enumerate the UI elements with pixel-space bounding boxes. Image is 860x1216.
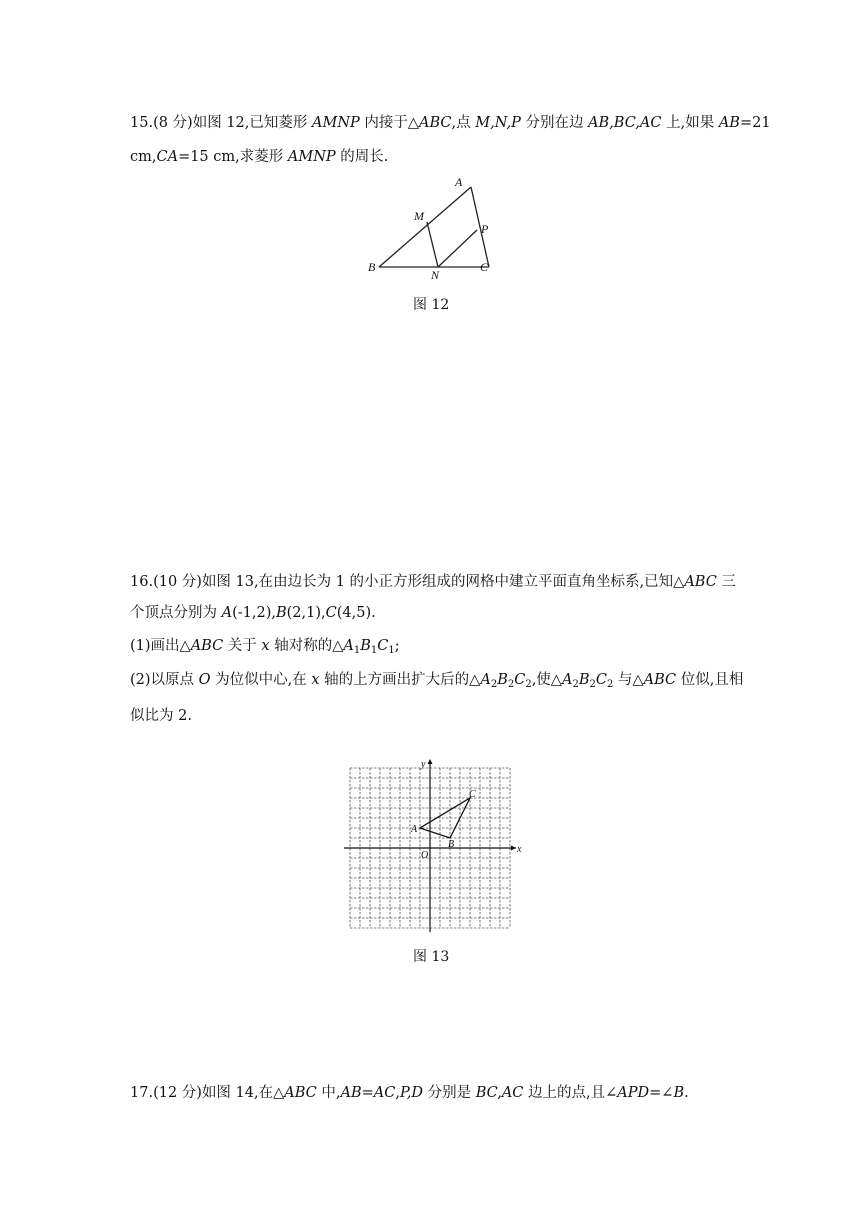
q16-score: (10 分) bbox=[153, 574, 202, 590]
q15-line-2 bbox=[130, 147, 388, 167]
q16-b: B bbox=[275, 605, 287, 621]
q16-part-2 bbox=[130, 670, 743, 690]
q15-text: =21 bbox=[739, 115, 771, 131]
label-b: B bbox=[368, 260, 376, 274]
label-n: N bbox=[431, 268, 440, 282]
q16-o: O bbox=[198, 672, 211, 688]
q15-text: =15 cm,求菱形 bbox=[178, 149, 288, 165]
point-c-label: C bbox=[469, 789, 476, 800]
q16-b1: B bbox=[360, 638, 371, 654]
q15-amnp: AMNP bbox=[312, 115, 360, 131]
subscript-2: 2 bbox=[490, 679, 498, 690]
q16-abc: ABC bbox=[643, 672, 677, 688]
q16-number: 16. bbox=[130, 574, 154, 590]
q16-text: 轴的上方画出扩大后的△ bbox=[319, 672, 481, 688]
segment-np bbox=[438, 230, 477, 267]
q16-text: 关于 bbox=[223, 638, 262, 654]
q16-a2: A bbox=[480, 672, 491, 688]
q16-x: x bbox=[311, 672, 320, 688]
q16-part-1 bbox=[130, 636, 400, 656]
subscript-2: 2 bbox=[572, 679, 579, 690]
q16-c2: C bbox=[595, 672, 607, 688]
q17-apd: APD bbox=[617, 1085, 650, 1101]
q16-coord-c: (4,5). bbox=[336, 605, 376, 621]
q15-text: 的周长. bbox=[335, 149, 389, 165]
q16-x: x bbox=[261, 638, 270, 654]
q16-text: ,使△ bbox=[531, 672, 562, 688]
label-a: A bbox=[455, 175, 463, 189]
figure-12-caption: 图 12 bbox=[413, 297, 450, 313]
subscript-2: 2 bbox=[589, 679, 596, 690]
q16-text: 位似,且相 bbox=[676, 672, 744, 688]
q17-abc: ABC bbox=[284, 1085, 317, 1101]
q17-ab-eq-ac: AB=AC bbox=[340, 1085, 396, 1101]
q15-text: 如图 12,已知菱形 bbox=[192, 115, 312, 131]
q15-text: cm, bbox=[130, 149, 157, 165]
subscript-1: 1 bbox=[370, 645, 378, 656]
q15-abc: ABC bbox=[419, 115, 452, 131]
q16-abc: ABC bbox=[190, 638, 224, 654]
q15-amnp: AMNP bbox=[287, 149, 336, 165]
q16-b2: B bbox=[578, 672, 590, 688]
q16-text: 与△ bbox=[613, 672, 644, 688]
q16-coord-a: (-1,2), bbox=[232, 605, 276, 621]
axis-y-label: y bbox=[421, 759, 426, 770]
q17-score: (12 分) bbox=[153, 1085, 202, 1101]
figure-13-coordinate-grid bbox=[340, 758, 520, 936]
q15-ca: CA bbox=[156, 149, 179, 165]
q17-number: 17. bbox=[130, 1085, 154, 1101]
q15-number: 15. bbox=[130, 115, 154, 131]
q16-c2: C bbox=[514, 672, 526, 688]
q16-text: 轴对称的△ bbox=[269, 638, 344, 654]
figure-12-triangle bbox=[360, 172, 510, 282]
q17-sides: BC,AC bbox=[475, 1085, 524, 1101]
q17-text: 边上的点,且∠ bbox=[523, 1085, 618, 1101]
q16-line-2 bbox=[130, 603, 376, 623]
q17-text: . bbox=[684, 1085, 689, 1101]
q16-a1: A bbox=[343, 638, 354, 654]
q16-text: (1)画出△ bbox=[130, 638, 191, 654]
q16-text: (2)以原点 bbox=[130, 672, 199, 688]
q16-line-5: 似比为 2. bbox=[130, 708, 192, 724]
q16-b2: B bbox=[497, 672, 508, 688]
subscript-2: 2 bbox=[507, 679, 515, 690]
segment-mn bbox=[427, 222, 438, 267]
q16-c1: C bbox=[377, 638, 389, 654]
q16-a2: A bbox=[561, 672, 573, 688]
subscript-2: 2 bbox=[606, 679, 614, 690]
q17-text: 分别是 bbox=[423, 1085, 476, 1101]
q15-line-1 bbox=[130, 113, 771, 133]
q15-text: 分别在边 bbox=[520, 115, 589, 131]
q16-c: C bbox=[325, 605, 337, 621]
q17-b: B bbox=[673, 1085, 685, 1101]
figure-13-caption: 图 13 bbox=[413, 949, 450, 965]
y-axis-arrow bbox=[428, 759, 433, 764]
q15-ab: AB bbox=[718, 115, 740, 131]
label-c: C bbox=[480, 260, 489, 274]
q16-text: ; bbox=[394, 638, 400, 654]
subscript-1: 1 bbox=[388, 645, 395, 656]
point-a-label: A bbox=[411, 824, 418, 835]
segment-ab bbox=[379, 187, 471, 267]
q16-a: A bbox=[221, 605, 233, 621]
q15-score: (8 分) bbox=[153, 115, 193, 131]
label-p: P bbox=[481, 222, 489, 236]
q17-text: , bbox=[395, 1085, 400, 1101]
q15-points: M,N,P bbox=[475, 115, 521, 131]
q16-text: 为位似中心,在 bbox=[210, 672, 312, 688]
q16-text: 如图 13,在由边长为 1 的小正方形组成的网格中建立平面直角坐标系,已知△ bbox=[201, 574, 685, 590]
q15-text: 上,如果 bbox=[661, 115, 719, 131]
q16-text: 三 bbox=[716, 574, 736, 590]
q15-text: ,点 bbox=[451, 115, 476, 131]
point-b-label: B bbox=[448, 839, 455, 850]
q17-text: 中, bbox=[316, 1085, 341, 1101]
q17-text: 如图 14,在△ bbox=[201, 1085, 285, 1101]
x-axis-arrow bbox=[511, 846, 516, 851]
q17-text: =∠ bbox=[649, 1085, 674, 1101]
q16-abc: ABC bbox=[684, 574, 717, 590]
q16-line-1 bbox=[130, 572, 736, 592]
subscript-2: 2 bbox=[525, 679, 532, 690]
q16-text: 个顶点分别为 bbox=[130, 605, 222, 621]
label-m: M bbox=[414, 209, 424, 223]
q15-text: 内接于△ bbox=[359, 115, 420, 131]
q17-line-1 bbox=[130, 1083, 689, 1103]
subscript-1: 1 bbox=[353, 645, 361, 656]
q15-sides: AB,BC,AC bbox=[588, 115, 662, 131]
q16-coord-b: (2,1), bbox=[286, 605, 326, 621]
origin-label: O bbox=[421, 850, 429, 861]
axis-x-label: x bbox=[517, 844, 522, 855]
q17-pd: P,D bbox=[399, 1085, 423, 1101]
